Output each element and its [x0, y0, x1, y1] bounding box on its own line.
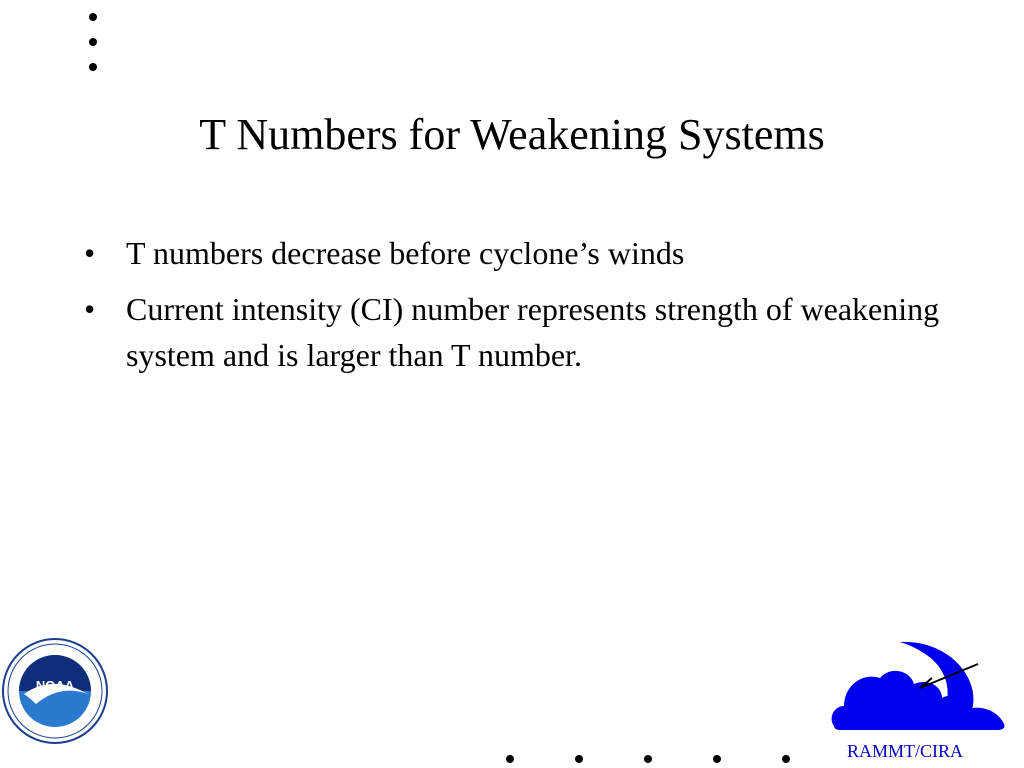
decorative-dot: [644, 755, 652, 763]
noaa-seal-text: NOAA: [35, 678, 75, 693]
decorative-dot: [506, 755, 514, 763]
bullet-text: T numbers decrease before cyclone’s winds: [126, 235, 685, 271]
cira-label: RAMMT/CIRA: [846, 741, 963, 761]
bullet-marker: •: [84, 235, 96, 271]
decorative-dot: [89, 63, 97, 71]
noaa-logo: [0, 636, 110, 746]
decorative-dot: [782, 755, 790, 763]
decorative-dot: [713, 755, 721, 763]
bullet-text: Current intensity (CI) number represents strength of weakening system and is larger than T number.: [126, 291, 940, 373]
bullet-item: [84, 230, 944, 276]
bullet-marker: •: [84, 291, 96, 327]
rammt-cira-logo: [828, 636, 1012, 736]
bullet-item: [84, 286, 944, 378]
decorative-dot: [89, 13, 97, 21]
slide-title: T Numbers for Weakening Systems: [199, 110, 825, 159]
bullet-list: [84, 230, 944, 388]
decorative-dot: [89, 38, 97, 46]
decorative-dot: [575, 755, 583, 763]
